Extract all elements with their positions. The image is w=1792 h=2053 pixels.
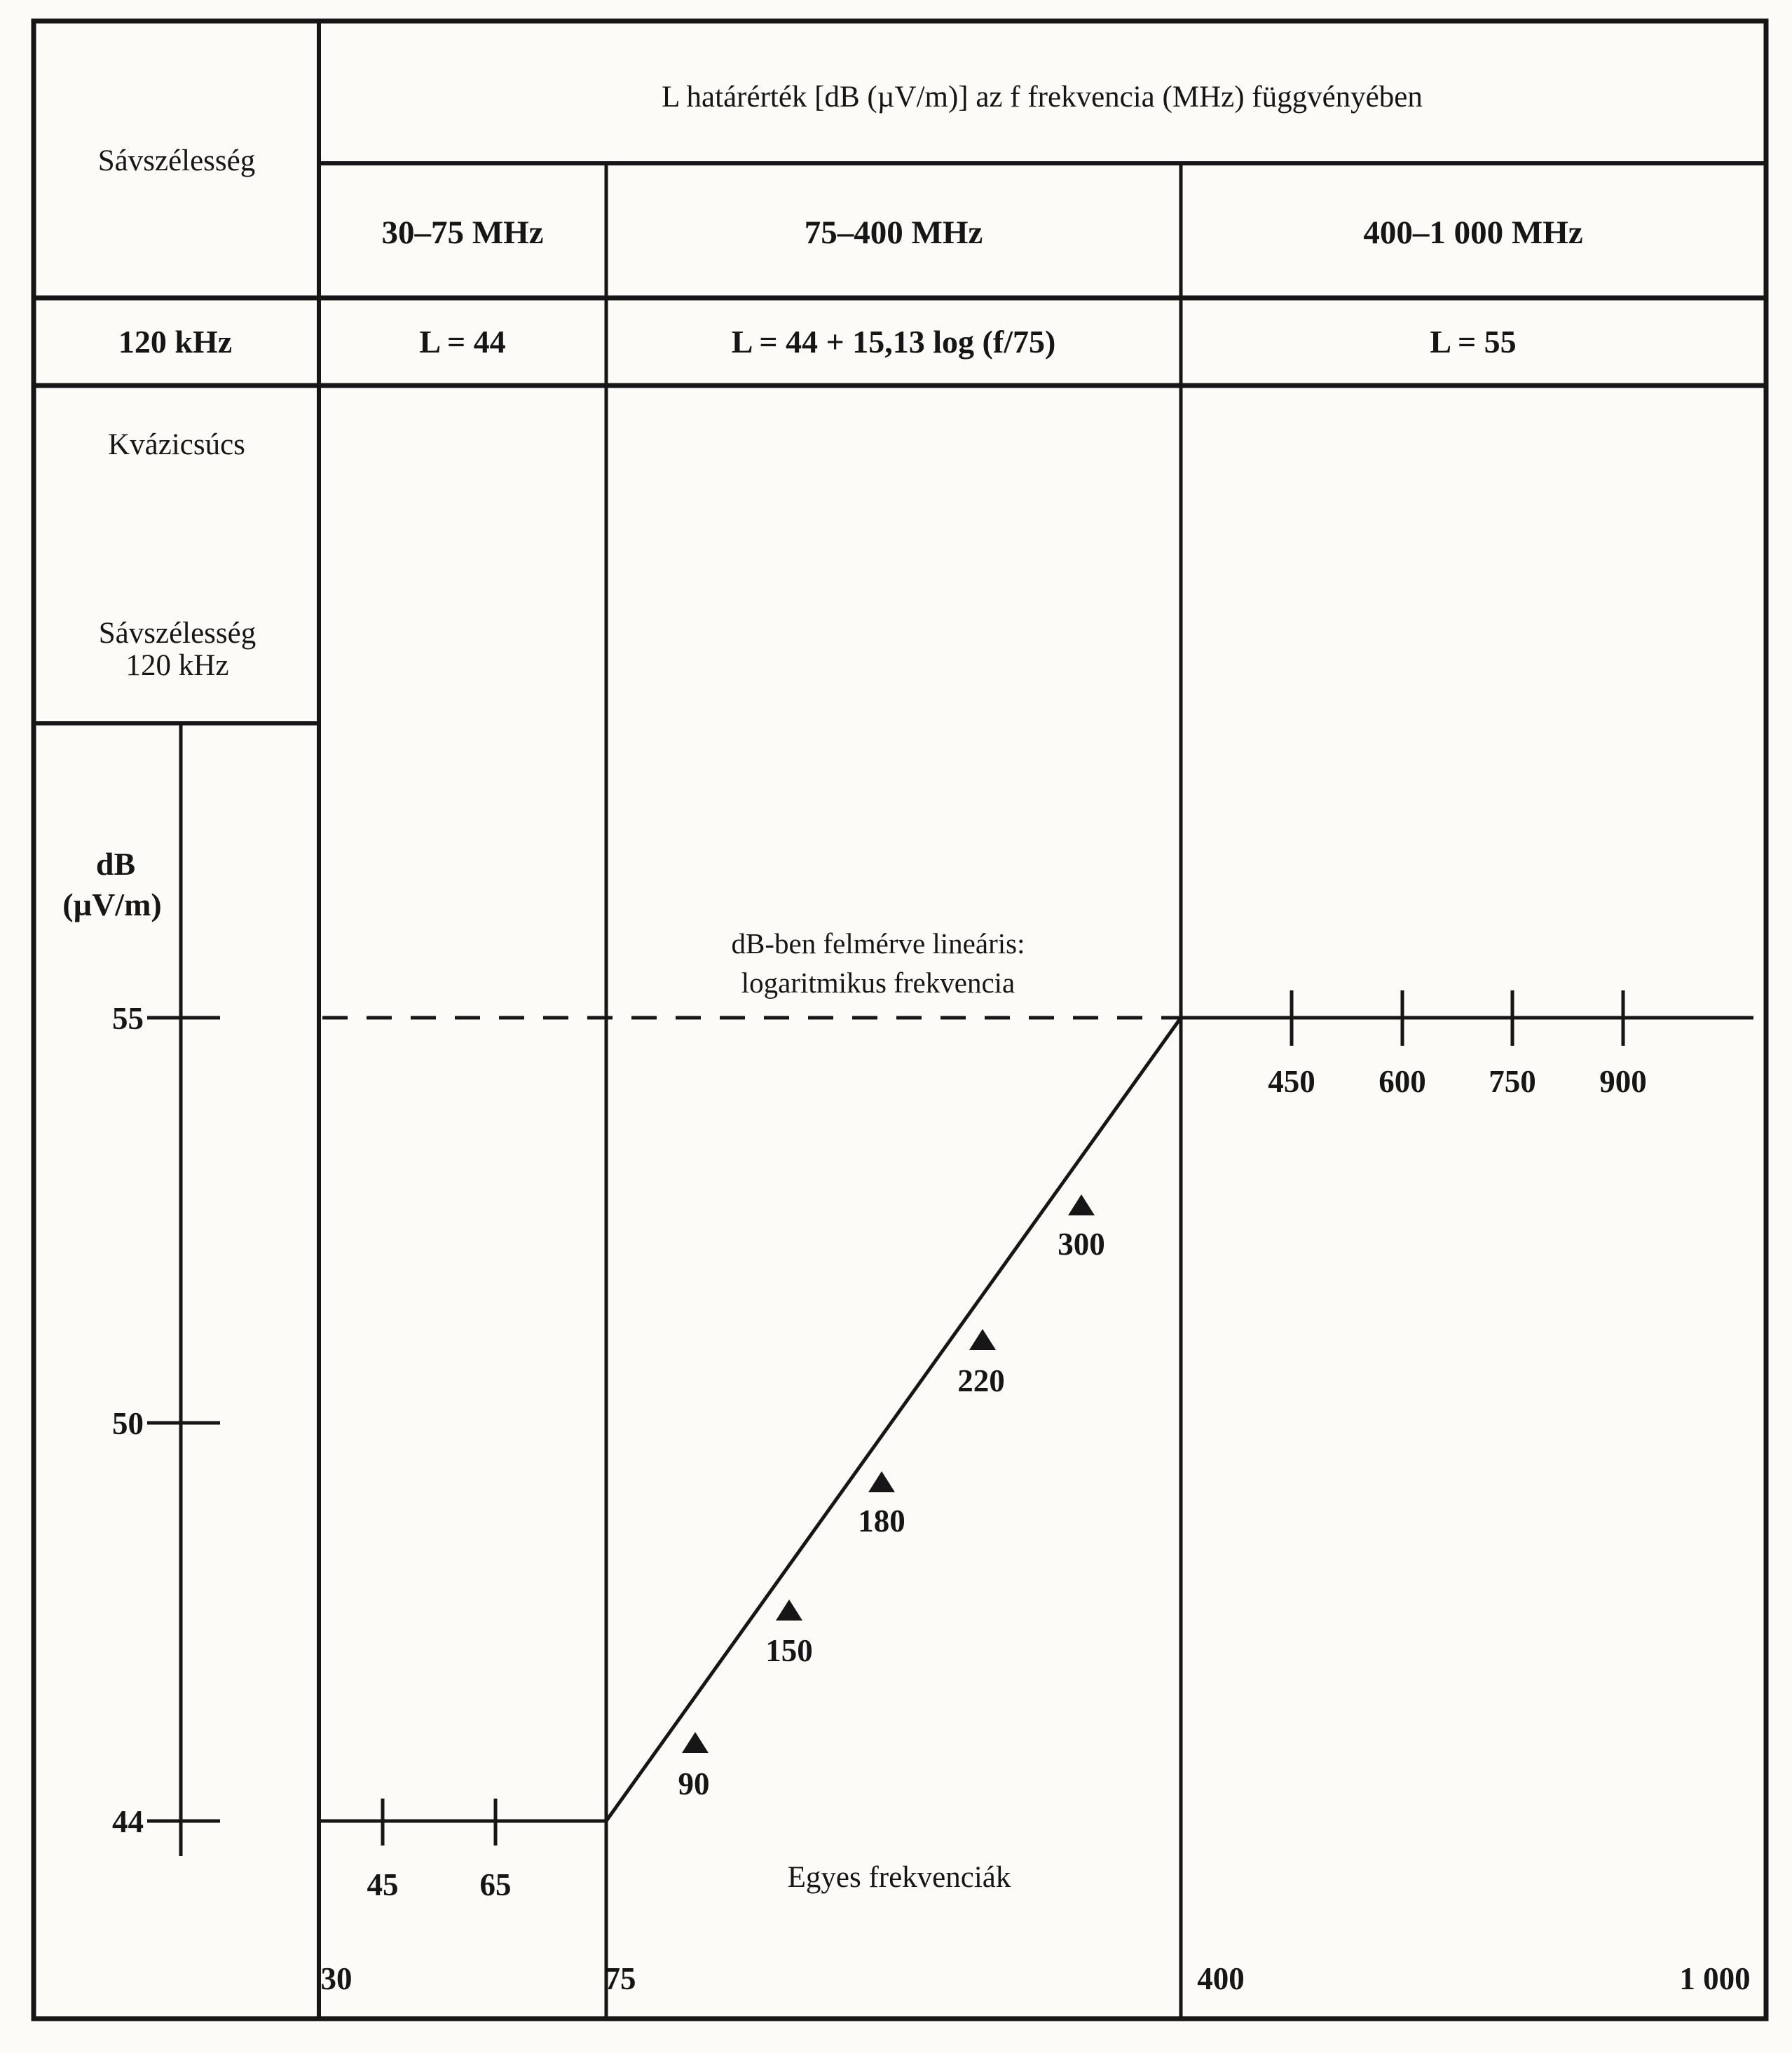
- x-tick-label-65: 65: [479, 1867, 512, 1902]
- x-tick-label-600: 600: [1379, 1064, 1426, 1099]
- bottom-label-1000: 1 000: [1679, 1961, 1751, 1996]
- triangle-marker-220: [969, 1329, 996, 1350]
- point-label-180: 180: [858, 1503, 905, 1539]
- single-frequencies-note: Egyes frekvenciák: [787, 1861, 1011, 1894]
- triangle-marker-180: [868, 1471, 895, 1492]
- bottom-label-400: 400: [1197, 1961, 1245, 1996]
- y-axis-unit-line1: dB: [95, 846, 136, 882]
- point-label-300: 300: [1058, 1227, 1105, 1262]
- bottom-label-30: 30: [320, 1961, 353, 1996]
- row-header-bandwidth: Sávszélesség: [97, 144, 256, 177]
- formula-75-400: L = 44 + 15,13 log (f/75): [731, 324, 1056, 360]
- x-tick-label-750: 750: [1489, 1064, 1536, 1099]
- triangle-marker-90: [682, 1732, 709, 1753]
- x-tick-label-900: 900: [1599, 1064, 1647, 1099]
- triangle-marker-150: [776, 1600, 802, 1621]
- limit-segment-75-400: [606, 1018, 1181, 1821]
- triangle-marker-300: [1068, 1194, 1095, 1215]
- formula-30-75: L = 44: [419, 324, 506, 360]
- outer-border: [34, 21, 1766, 2019]
- x-tick-label-450: 450: [1268, 1064, 1315, 1099]
- row-header-quasipeak: Kvázicsúcs: [108, 428, 245, 461]
- col-range-400-1000: 400–1 000 MHz: [1363, 214, 1583, 251]
- figure-title: L határérték [dB (µV/m)] az f frekvencia (MHz) függvényében: [662, 81, 1423, 114]
- y-tick-label-44: 44: [112, 1804, 144, 1839]
- row-header-bandwidth2-line1: Sávszélesség: [98, 617, 257, 650]
- linear-note-line2: logaritmikus frekvencia: [741, 967, 1015, 999]
- point-label-220: 220: [957, 1363, 1005, 1398]
- x-tick-label-45: 45: [367, 1867, 399, 1902]
- row-header-bandwidth2-line2: 120 kHz: [125, 649, 229, 682]
- row-header-120khz: 120 kHz: [118, 324, 233, 360]
- point-label-150: 150: [765, 1633, 813, 1668]
- y-axis-unit-line2: (µV/m): [62, 887, 162, 922]
- y-tick-label-55: 55: [112, 1001, 144, 1036]
- y-tick-label-50: 50: [112, 1406, 144, 1441]
- linear-note-line1: dB-ben felmérve lineáris:: [731, 927, 1025, 960]
- bottom-label-75: 75: [604, 1961, 636, 1996]
- col-range-30-75: 30–75 MHz: [381, 214, 544, 251]
- formula-400-1000: L = 55: [1430, 324, 1517, 360]
- col-range-75-400: 75–400 MHz: [804, 214, 983, 251]
- point-label-90: 90: [678, 1766, 710, 1801]
